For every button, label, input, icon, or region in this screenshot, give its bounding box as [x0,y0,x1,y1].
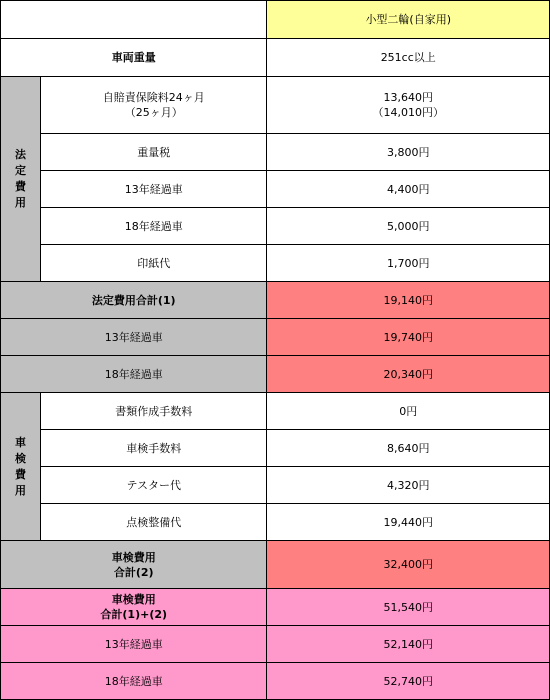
statutory-row [1,77,550,134]
grand-total-label: 車検費用 合計(1)+(2) [1,589,267,626]
weight-label: 車両重量 [1,39,267,77]
statutory-row-value: 3,800円 [267,134,550,171]
statutory-total-label: 法定費用合計(1) [1,282,267,319]
statutory-row-label: 18年経過車 [41,208,267,245]
statutory-total-label: 13年経過車 [1,319,267,356]
grand-total-row [1,663,550,700]
inspection-row [1,393,550,430]
inspection-row [1,467,550,504]
statutory-row-label: 印紙代 [41,245,267,282]
header-blank-cell [1,1,267,39]
grand-total-value: 52,740円 [267,663,550,700]
header-value: 小型二輪(自家用) [267,1,550,39]
inspection-total-row [1,541,550,589]
inspection-total-value: 32,400円 [267,541,550,589]
grand-total-label: 18年経過車 [1,663,267,700]
inspection-row-value: 0円 [267,393,550,430]
statutory-row-value: 13,640円 （14,010円） [267,77,550,134]
statutory-total-row [1,282,550,319]
inspection-row-label: テスター代 [41,467,267,504]
statutory-row-value: 1,700円 [267,245,550,282]
inspection-row-label: 書類作成手数料 [41,393,267,430]
statutory-row-label: 重量税 [41,134,267,171]
inspection-row-value: 19,440円 [267,504,550,541]
statutory-row [1,245,550,282]
statutory-total-row [1,356,550,393]
statutory-total-value: 19,740円 [267,319,550,356]
statutory-row-value: 4,400円 [267,171,550,208]
weight-value: 251cc以上 [267,39,550,77]
inspection-total-label: 車検費用 合計(2) [1,541,267,589]
statutory-total-row [1,319,550,356]
inspection-row-label: 点検整備代 [41,504,267,541]
statutory-row-value: 5,000円 [267,208,550,245]
statutory-total-value: 20,340円 [267,356,550,393]
header-row [1,1,550,39]
grand-total-row [1,589,550,626]
inspection-row [1,504,550,541]
grand-total-row [1,626,550,663]
inspection-row-label: 車検手数料 [41,430,267,467]
statutory-side-label: 法 定 費 用 [1,77,41,282]
statutory-row-label: 13年経過車 [41,171,267,208]
statutory-total-value: 19,140円 [267,282,550,319]
statutory-total-label: 18年経過車 [1,356,267,393]
statutory-row [1,134,550,171]
statutory-row-label: 自賠責保険料24ヶ月 （25ヶ月） [41,77,267,134]
statutory-row [1,171,550,208]
inspection-row-value: 4,320円 [267,467,550,504]
inspection-row-value: 8,640円 [267,430,550,467]
grand-total-value: 51,540円 [267,589,550,626]
inspection-row [1,430,550,467]
grand-total-label: 13年経過車 [1,626,267,663]
inspection-side-label: 車 検 費 用 [1,393,41,541]
grand-total-value: 52,140円 [267,626,550,663]
statutory-row [1,208,550,245]
weight-row [1,39,550,77]
